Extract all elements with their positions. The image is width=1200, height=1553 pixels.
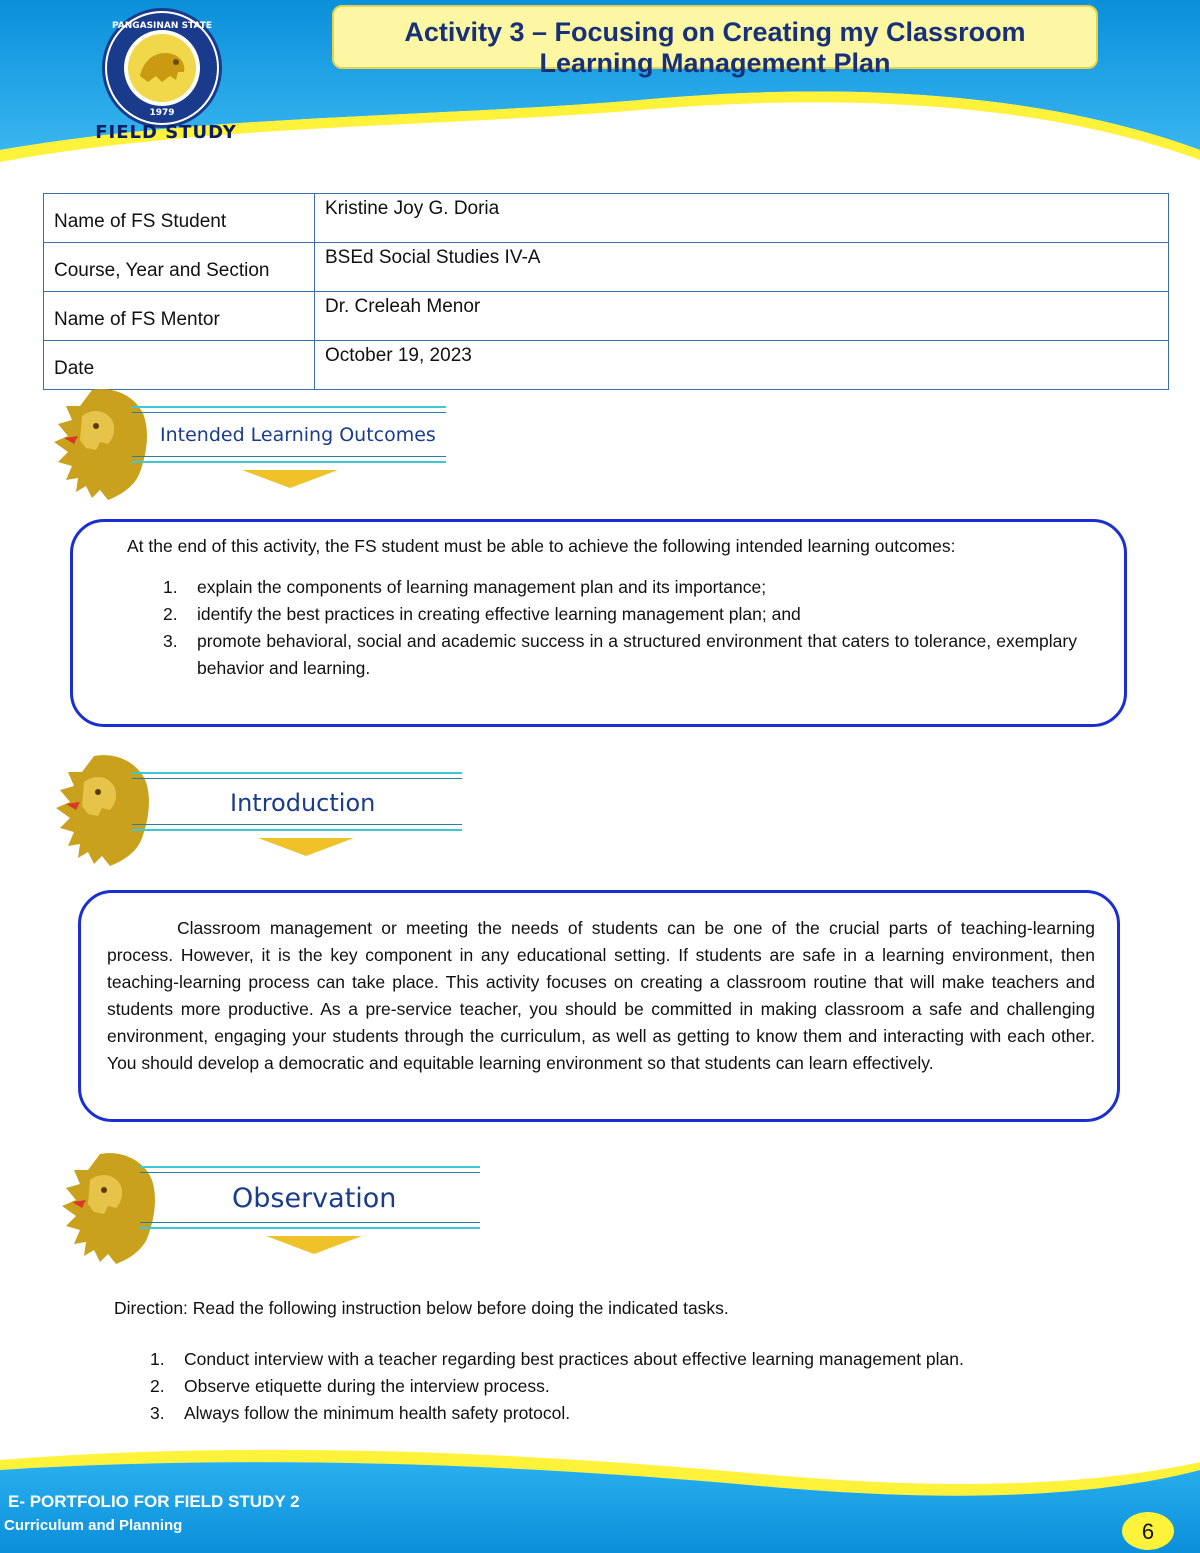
footer-title: E- PORTFOLIO FOR FIELD STUDY 2 [8,1492,300,1511]
activity-title-line2: Learning Management Plan [539,48,891,78]
student-info-table [43,193,1169,390]
observation-list [114,1346,1114,1427]
list-number: 3. [163,631,178,651]
table-row [44,194,1169,243]
footer-subtitle: Curriculum and Planning [4,1517,183,1534]
section-divider [132,829,462,831]
field-study-label: FIELD STUDY [95,122,237,143]
svg-text:PANGASINAN STATE: PANGASINAN STATE [111,21,213,31]
activity-title-box [332,5,1098,78]
section-divider [140,1227,480,1229]
section-divider [140,1172,480,1173]
outcomes-box [70,519,1127,727]
list-text: Always follow the minimum health safety protocol. [184,1403,571,1423]
outcomes-list [127,574,1077,682]
info-label: Date [44,341,315,390]
list-text: explain the components of learning management plan and its importance; [197,577,767,597]
section-arrow-icon [242,470,338,488]
list-number: 2. [150,1376,165,1396]
observation-direction: Direction: Read the following instruction below before doing the indicated tasks. [114,1298,729,1318]
section-divider [132,412,446,413]
section-divider [132,778,462,779]
section-divider [132,461,446,463]
section-divider [140,1166,480,1168]
section-arrow-icon [266,1236,362,1254]
outcomes-intro: At the end of this activity, the FS student must be able to achieve the following intended learning outcomes: [127,536,956,556]
info-value: Kristine Joy G. Doria [315,194,1169,243]
outcomes-heading: Intended Learning Outcomes [160,424,436,446]
list-item [127,574,1077,601]
info-label: Name of FS Student [44,194,315,243]
table-row [44,243,1169,292]
university-seal-logo [100,6,224,130]
introduction-paragraph: Classroom management or meeting the needs of students can be one of the crucial parts of teaching-learning process. However, it is the key component in any educational setting. If students are safe in a learning environment, then teaching-learning process can take place. This activity focuses on creating a classroom routine that will make teachers and students more productive. As a pre-service teacher, you should be committed in making classroom a safe and challenging environment, engaging your students through the curriculum, as well as getting to know them and interacting with each other. You should develop a democratic and equitable learning environment so that students can learn effectively. [107,918,1095,1073]
observation-heading: Observation [232,1183,397,1214]
info-label: Course, Year and Section [44,243,315,292]
introduction-heading: Introduction [230,789,376,817]
table-row [44,292,1169,341]
info-label: Name of FS Mentor [44,292,315,341]
list-text: Conduct interview with a teacher regarding best practices about effective learning management plan. [184,1349,964,1369]
list-text: identify the best practices in creating effective learning management plan; and [197,604,801,624]
table-row [44,341,1169,390]
section-divider [132,824,462,825]
activity-title-line1: Activity 3 – Focusing on Creating my Classroom [404,17,1026,47]
introduction-box [78,890,1120,1122]
list-item [114,1346,1114,1373]
lion-head-icon [52,386,148,502]
section-divider [140,1222,480,1223]
list-number: 1. [163,577,178,597]
list-number: 2. [163,604,178,624]
section-arrow-icon [258,838,354,856]
lion-head-icon [54,752,150,868]
info-value: BSEd Social Studies IV-A [315,243,1169,292]
list-text: promote behavioral, social and academic success in a structured environment that caters to tolerance, exemplary behavior and learning. [197,631,1077,678]
list-item [114,1400,1114,1427]
section-divider [132,406,446,408]
info-value: Dr. Creleah Menor [315,292,1169,341]
list-number: 3. [150,1403,165,1423]
page-number: 6 [1122,1512,1174,1550]
list-item [127,628,1077,682]
section-divider [132,456,446,457]
list-item [114,1373,1114,1400]
list-item [127,601,1077,628]
section-divider [132,772,462,774]
list-text: Observe etiquette during the interview process. [184,1376,550,1396]
list-number: 1. [150,1349,165,1369]
seal-year: 1979 [149,108,175,118]
info-value: October 19, 2023 [315,341,1169,390]
